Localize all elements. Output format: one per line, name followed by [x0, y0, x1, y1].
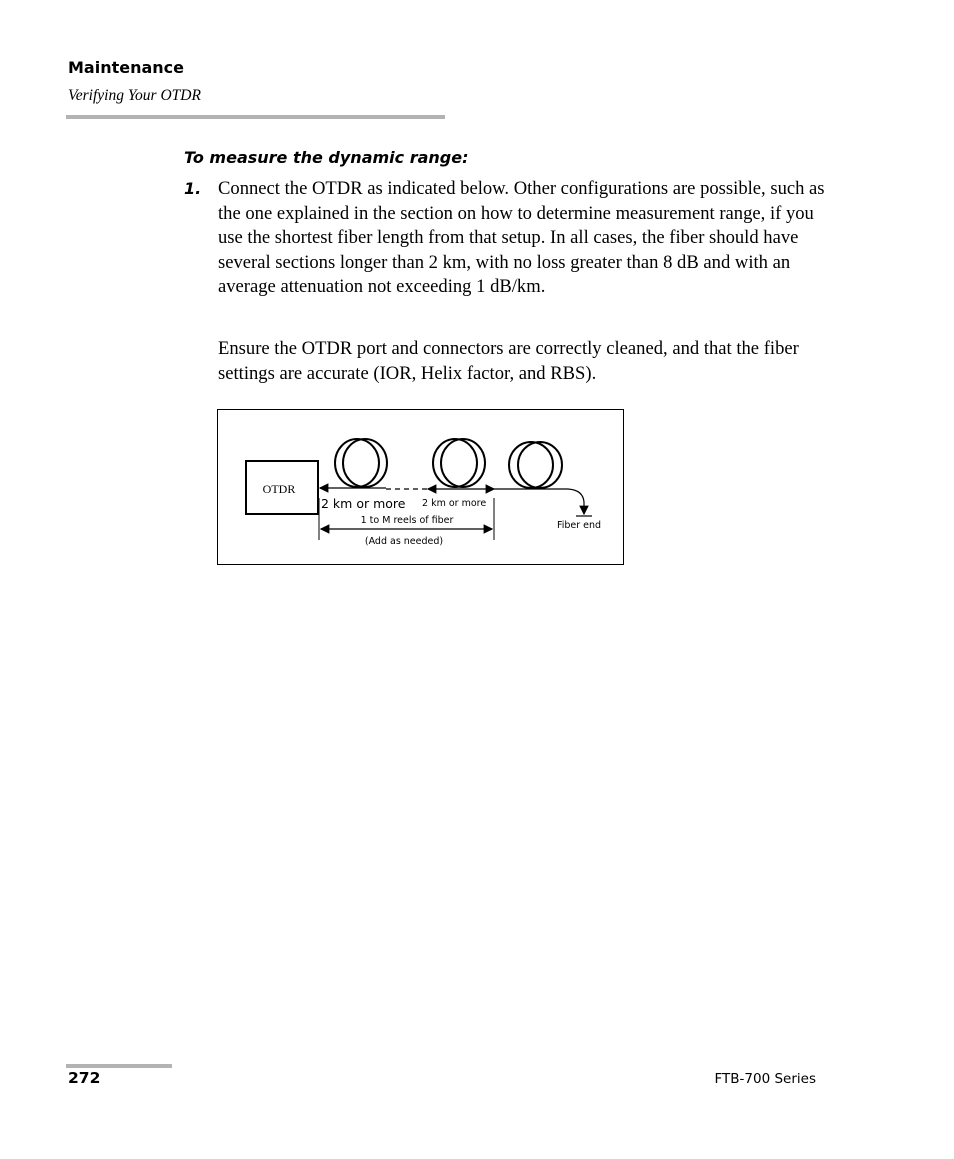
otdr-setup-diagram [217, 409, 624, 565]
diagram-drawing [218, 410, 623, 564]
footer-rule [66, 1064, 172, 1068]
second-span-label: 2 km or more [422, 498, 487, 509]
fiber-reel-1 [335, 439, 387, 487]
header-rule [66, 115, 445, 119]
first-span-label: 2 km or more [321, 496, 406, 511]
fiber-tail [494, 489, 584, 514]
add-label: (Add as needed) [364, 536, 444, 547]
step-text: Connect the OTDR as indicated below. Other configurations are possible, such as the one explained in the section on how to determine measurement range, if you use the shortest fiber length from that setup. In all cases, the fiber should have several sections longer than 2 km, with no loss greater than 8 dB and with an average attenuation not exceeding 1 dB/km. [218, 178, 825, 298]
section-title: Maintenance [68, 58, 185, 77]
note-text: Ensure the OTDR port and connectors are correctly cleaned, and that the fiber settings are accurate (IOR, Helix factor, and RBS). [218, 338, 799, 384]
fiber-reel-2 [433, 439, 485, 487]
page-number: 272 [68, 1069, 101, 1087]
otdr-label: OTDR [262, 482, 296, 496]
reels-label: 1 to M reels of fiber [360, 515, 454, 526]
procedure-title: To measure the dynamic range: [184, 148, 469, 167]
subsection-title: Verifying Your OTDR [68, 87, 201, 104]
fiber-reel-3 [509, 442, 562, 488]
fiber-end-label: Fiber end [556, 520, 602, 531]
step-number: 1. [184, 179, 202, 198]
series-name: FTB-700 Series [714, 1071, 816, 1087]
